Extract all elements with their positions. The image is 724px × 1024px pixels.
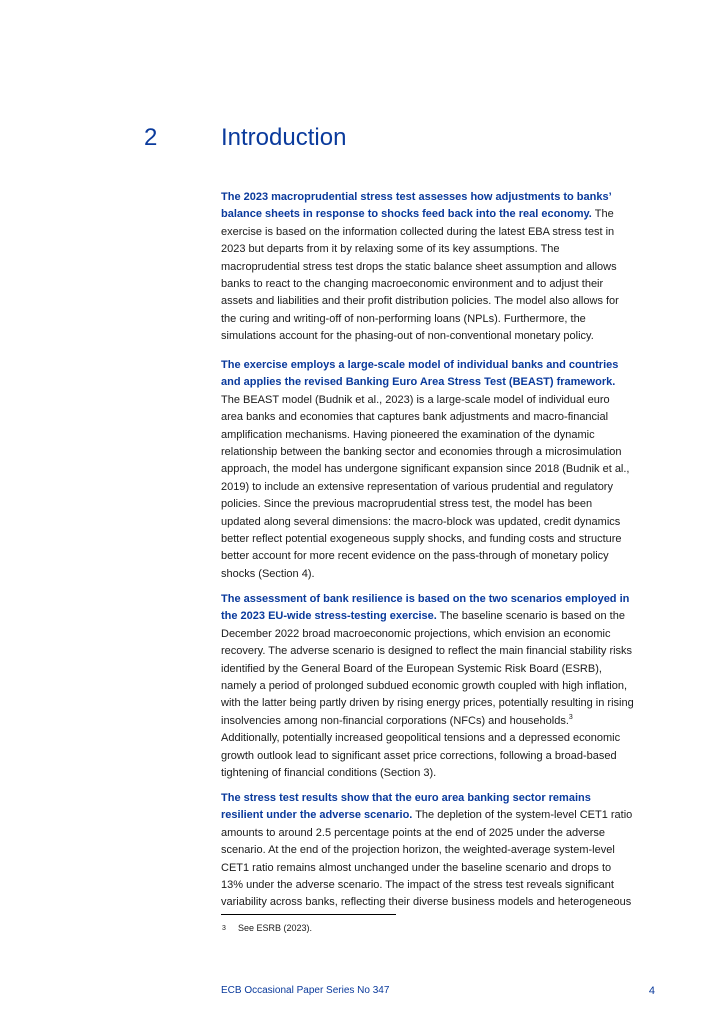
footnote-number: 3: [222, 925, 226, 932]
text-line: [221, 730, 661, 747]
text-line: [221, 807, 661, 824]
body-text: scenario. At the end of the projection horizon, the weighted-average system-level: [221, 844, 615, 857]
text-line: [221, 566, 661, 583]
lead-sentence: The exercise employs a large-scale model of individual banks and countries: [221, 359, 619, 371]
text-line: [221, 591, 661, 608]
body-text: insolvencies among non-financial corporations (NFCs) and households.: [221, 714, 569, 727]
text-line: [221, 626, 661, 643]
body-text: The: [591, 208, 614, 221]
text-line: [221, 311, 661, 328]
text-line: [221, 678, 661, 695]
text-line: [221, 748, 661, 765]
paragraph-3: [221, 591, 661, 782]
body-text: The BEAST model (Budnik et al., 2023) is a large-scale model of individual euro: [221, 393, 610, 406]
section-title: Introduction: [221, 124, 347, 151]
text-line: [221, 427, 661, 444]
body-text: growth outlook lead to significant asset price corrections, following a broad-based: [221, 749, 617, 762]
text-line: [221, 293, 661, 310]
lead-sentence: balance sheets in response to shocks feed back into the real economy.: [221, 208, 592, 221]
body-text: approach, the model has undergone significant expansion since 2018 (Budnik et al.,: [221, 463, 630, 476]
text-line: [221, 643, 661, 660]
body-text: assets and liabilities and their profit distribution policies. The model also allows for: [221, 295, 619, 308]
text-line: [221, 548, 661, 565]
text-line: [221, 695, 661, 712]
text-line: [221, 713, 661, 730]
body-text: area banks and economies that captures bank adjustments and macro-financial: [221, 411, 609, 424]
text-line: [221, 374, 661, 391]
body-text: recovery. The adverse scenario is designed to reflect the main financial stability risks: [221, 645, 633, 658]
body-text: 2023 but departs from it by relaxing some of its key assumptions. The: [221, 243, 560, 256]
footnote-divider: [221, 914, 396, 915]
body-text: identified by the General Board of the European Systemic Risk Board (ESRB),: [221, 662, 602, 675]
text-line: [221, 241, 661, 258]
text-line: [221, 189, 661, 206]
paragraph-4: [221, 790, 661, 912]
text-line: [221, 224, 661, 241]
text-line: [221, 461, 661, 478]
paragraph-2: [221, 357, 661, 583]
text-line: [221, 531, 661, 548]
lead-sentence: and applies the revised Banking Euro Area Stress Test (BEAST) framework.: [221, 376, 616, 389]
text-line: [221, 276, 661, 293]
body-text: 13% under the adverse scenario. The impact of the stress test reveals significant: [221, 879, 614, 892]
body-text: the curing and writing-off of non-performing loans (NPLs). Furthermore, the: [221, 312, 586, 325]
text-line: [221, 894, 661, 911]
lead-sentence: The 2023 macroprudential stress test assesses how adjustments to banks’: [221, 191, 612, 203]
section-number: 2: [144, 124, 158, 151]
body-text: variability across banks, reflecting their diverse business models and heterogeneous: [221, 896, 632, 909]
text-line: [221, 444, 661, 461]
body-text: shocks (Section 4).: [221, 567, 315, 580]
text-line: [221, 496, 661, 513]
body-text: updated along several dimensions: the macro-block was updated, credit dynamics: [221, 515, 621, 528]
body-text: Additionally, potentially increased geopolitical tensions and a depressed economic: [221, 732, 621, 745]
text-line: [221, 357, 661, 374]
page-number: 4: [648, 985, 655, 997]
text-line: [221, 860, 661, 877]
text-line: [221, 259, 661, 276]
lead-sentence: resilient under the adverse scenario.: [221, 809, 413, 822]
text-line: [221, 328, 661, 345]
footer-series: ECB Occasional Paper Series No 347: [221, 985, 390, 996]
body-text: simulations account for the phasing-out of non-conventional monetary policy.: [221, 330, 594, 343]
body-text: better account for more recent evidence on the pass-through of monetary policy: [221, 550, 609, 563]
body-text: The baseline scenario is based on the: [436, 610, 625, 623]
body-text: 2019) to include an extensive representation of various prudential and regulatory: [221, 480, 613, 493]
paragraph-1: [221, 189, 661, 346]
text-line: [221, 790, 661, 807]
text-line: [221, 825, 661, 842]
lead-sentence: the 2023 EU-wide stress-testing exercise.: [221, 610, 437, 623]
body-text: tightening of financial conditions (Section 3).: [221, 767, 437, 780]
footnote-text: See ESRB (2023).: [238, 923, 313, 933]
body-text: December 2022 broad macroeconomic projections, which envision an economic: [221, 627, 611, 640]
body-text: with the latter being partly driven by rising energy prices, potentially resulting in rising: [221, 697, 634, 710]
text-line: [221, 608, 661, 625]
body-text: CET1 ratio remains almost unchanged under the baseline scenario and drops to: [221, 861, 612, 874]
body-text: better reflect potential exogeneous supply shocks, and funding costs and structure: [221, 533, 622, 546]
text-line: [221, 514, 661, 531]
body-text: macroprudential stress test drops the static balance sheet assumption and allows: [221, 260, 617, 273]
body-text: policies. Since the previous macroprudential stress test, the model has been: [221, 498, 593, 511]
body-text: namely a period of prolonged subdued economic growth coupled with high inflation,: [221, 680, 628, 693]
text-line: [221, 765, 661, 782]
lead-sentence: The assessment of bank resilience is based on the two scenarios employed in: [221, 593, 630, 605]
text-line: [221, 409, 661, 426]
body-text: amplification mechanisms. Having pioneered the examination of the dynamic: [221, 428, 595, 441]
body-text: The depletion of the system-level CET1 ratio: [412, 809, 633, 822]
text-line: [221, 661, 661, 678]
body-text: exercise is based on the information collected during the latest EBA stress test in: [221, 225, 615, 238]
text-line: [221, 206, 661, 223]
body-text: amounts to around 2.5 percentage points at the end of 2025 under the adverse: [221, 826, 606, 839]
text-line: [221, 479, 661, 496]
body-text: banks to react to the changing macroeconomic environment and to adjust their: [221, 278, 604, 291]
lead-sentence: The stress test results show that the euro area banking sector remains: [221, 792, 591, 804]
body-text: relationship between the banking sector and economies through a microsimulation: [221, 446, 622, 459]
text-line: [221, 842, 661, 859]
footnote-ref[interactable]: 3: [568, 713, 573, 721]
text-line: [221, 877, 661, 894]
text-line: [221, 392, 661, 409]
